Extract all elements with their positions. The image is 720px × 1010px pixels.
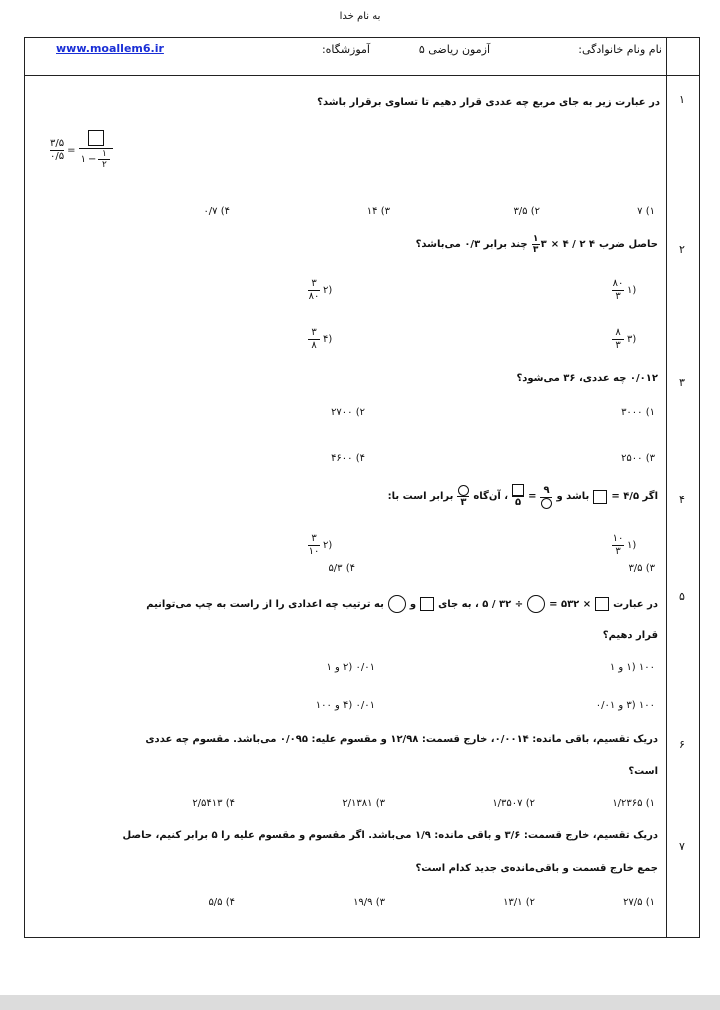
- option[interactable]: ۰/۰۱ (۲ و ۱: [326, 662, 375, 673]
- question-number: ۲: [679, 243, 685, 256]
- option[interactable]: ۱۰۰ (۳ و ۰/۰۱: [595, 700, 655, 711]
- question-1-expression: $\frac{۳/۵}{۰/۵}$ = ۱ − $\frac{۱}{۲}$: [50, 130, 113, 170]
- question-number: ۵: [679, 590, 685, 603]
- question-text: در عبارت زیر به جای مربع چه عددی قرار دهیم تا تساوی برقرار باشد؟: [317, 97, 660, 108]
- option[interactable]: (۱ $\frac{۸۰}{۳}$: [612, 278, 637, 302]
- question-text: جمع خارج قسمت و باقی‌مانده‌ی جدید کدام است؟: [415, 863, 658, 874]
- fraction: $\frac{۳/۵}{۰/۵}$: [50, 137, 65, 162]
- option[interactable]: ۷ (۱: [637, 206, 655, 217]
- option[interactable]: (۲ $\frac{۳}{۸۰}$: [308, 278, 333, 302]
- option[interactable]: ۲۷/۵ (۱: [623, 897, 655, 908]
- blank-circle: [458, 485, 469, 496]
- option[interactable]: ۲۵۰۰ (۳: [621, 453, 655, 464]
- option[interactable]: ۰/۰۱ (۴ و ۱۰۰: [315, 700, 375, 711]
- question-number: ۳: [679, 376, 685, 389]
- blank-square: [512, 484, 524, 496]
- option[interactable]: ۱/۲۳۶۵ (۱: [612, 798, 655, 809]
- option[interactable]: ۱/۳۵۰۷ (۲: [492, 798, 535, 809]
- exam-title: آزمون ریاضی ۵: [418, 43, 490, 56]
- question-text: دریک تقسیم، خارج قسمت: ۳/۶ و باقی مانده: ۱/۹ می‌باشد. اگر مقسوم و مقسوم علیه را ۵ برابر کنیم، حاصل: [122, 830, 658, 841]
- option[interactable]: ۲/۱۳۸۱ (۳: [342, 798, 385, 809]
- blank-square: [420, 597, 434, 611]
- option[interactable]: ۳/۵ (۳: [628, 563, 655, 574]
- question-text: اگر ۴/۵ = باشد و ۹ = ۵ ، آن‌گاه ۳ برابر است با:: [387, 484, 658, 508]
- option[interactable]: ۱۰۰ (۱ و ۱: [609, 662, 655, 673]
- question-number: ۶: [679, 738, 685, 751]
- option[interactable]: (۱ $\frac{۱۰}{۳}$: [612, 533, 637, 557]
- page-bottom-edge: [0, 995, 720, 1010]
- option[interactable]: ۱۴ (۳: [366, 206, 390, 217]
- option[interactable]: ۴۶۰۰ (۴: [331, 453, 365, 464]
- option[interactable]: (۴ $\frac{۳}{۸}$: [308, 327, 332, 352]
- website-link[interactable]: www.moallem6.ir: [56, 42, 164, 55]
- blank-circle: [388, 595, 406, 613]
- question-text: حاصل ضرب ۴ ۲ / ۴ × $\frac{۱}{۳}$ ۳ چند برابر ۰/۳ می‌باشد؟: [415, 234, 658, 255]
- blank-square: [593, 490, 607, 504]
- question-text: در عبارت × ۵۳۲ = ÷ ۳۲ / ۵ ، به جای و به ترتیب چه اعدادی را از راست به چپ می‌توانیم: [60, 595, 658, 613]
- name-label: نام ونام خانوادگی:: [578, 43, 662, 56]
- fraction: ۱ − $\frac{۱}{۲}$: [79, 130, 113, 170]
- option[interactable]: ۰/۷ (۴: [203, 206, 230, 217]
- question-text: ۰/۰۱۲ چه عددی، ۳۶ می‌شود؟: [516, 373, 658, 384]
- question-text: دریک تقسیم، باقی مانده: ۰/۰۰۱۴، خارج قسمت: ۱۲/۹۸ و مقسوم علیه: ۰/۰۹۵ می‌باشد. مقسوم چه عددی: [145, 734, 658, 745]
- number-column-divider: [666, 37, 667, 937]
- option[interactable]: ۵/۳ (۴: [328, 563, 355, 574]
- blank-square: [88, 130, 104, 146]
- option[interactable]: ۱۹/۹ (۳: [353, 897, 385, 908]
- option[interactable]: (۲ $\frac{۳}{۱۰}$: [308, 533, 333, 557]
- blank-square: [595, 597, 609, 611]
- question-number: ۷: [679, 840, 685, 853]
- option[interactable]: (۳ $\frac{۸}{۳}$: [612, 327, 636, 352]
- question-text: است؟: [628, 766, 658, 777]
- option[interactable]: ۵/۵ (۴: [208, 897, 235, 908]
- blank-circle: [527, 595, 545, 613]
- option[interactable]: ۲۷۰۰ (۲: [331, 407, 365, 418]
- question-text: قرار دهیم؟: [602, 630, 658, 641]
- option[interactable]: ۳/۵ (۲: [513, 206, 540, 217]
- school-label: آموزشگاه:: [321, 43, 370, 56]
- question-number: ۱: [679, 93, 685, 106]
- option[interactable]: ۱۳/۱ (۲: [503, 897, 535, 908]
- question-number: ۴: [679, 493, 685, 506]
- basmala: به نام خدا: [339, 11, 381, 22]
- header-divider: [24, 75, 699, 76]
- blank-circle: [541, 498, 552, 509]
- option[interactable]: ۳۰۰۰ (۱: [621, 407, 655, 418]
- option[interactable]: ۲/۵۴۱۳ (۴: [192, 798, 235, 809]
